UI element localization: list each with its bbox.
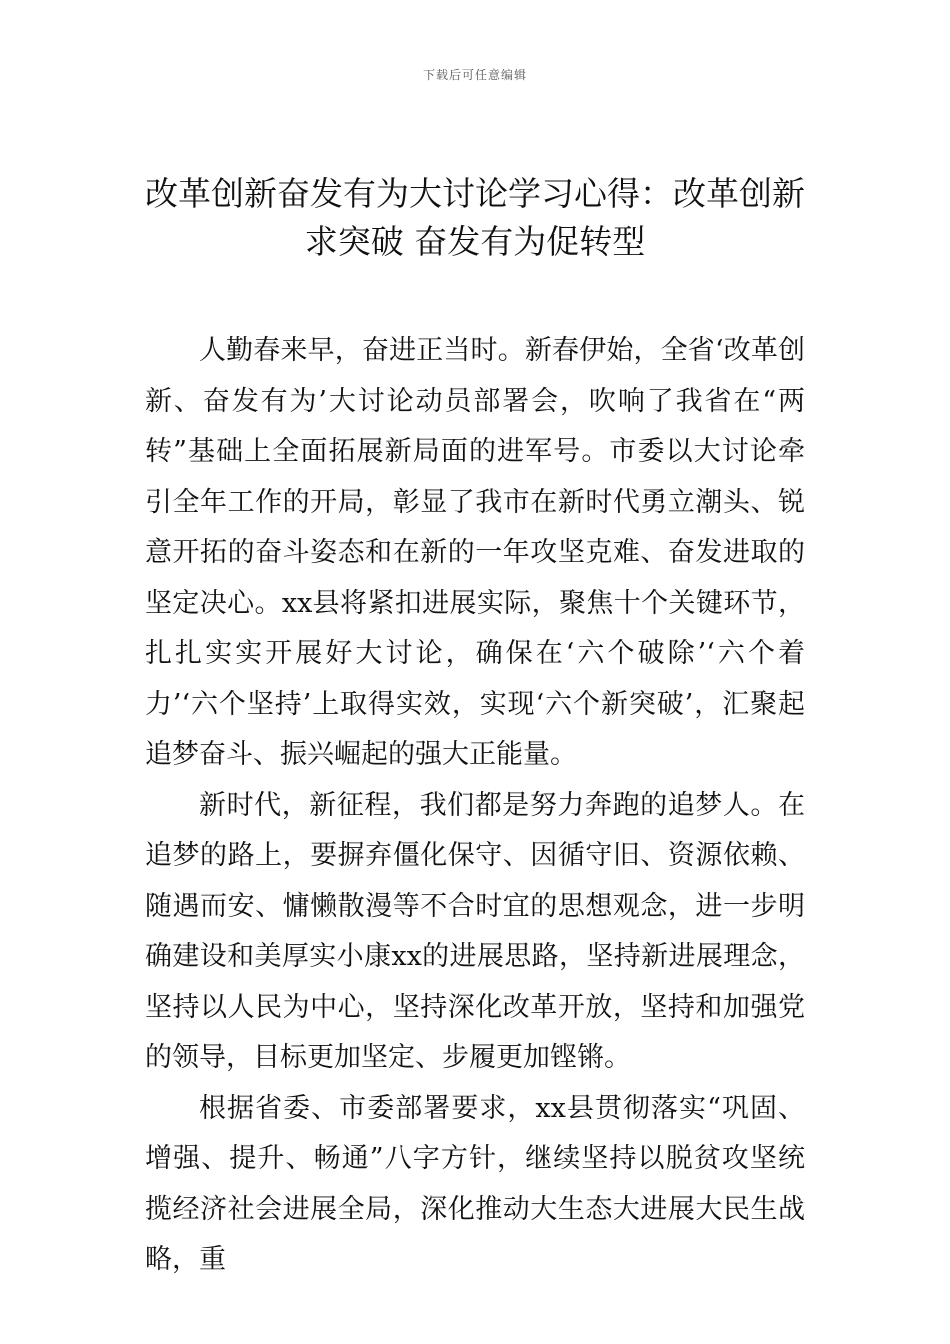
document-body bbox=[145, 326, 805, 1286]
paragraph-2: 新时代，新征程，我们都是努力奔跑的追梦人。在追梦的路上，要摒弃僵化保守、因循守旧、资源依赖、随遇而安、慵懒散漫等不合时宜的思想观念，进一步明确建设和美厚实小康xx的进展思路，坚持新进展理念，坚持以人民为中心，坚持深化改革开放，坚持和加强党的领导，目标更加坚定、步履更加铿锵。 bbox=[145, 789, 805, 1073]
document-title: 改革创新奋发有为大讨论学习心得：改革创新求突破 奋发有为促转型 bbox=[145, 174, 805, 261]
header-note: 下载后可任意编辑 bbox=[422, 68, 527, 82]
paragraph-1: 人勤春来早，奋进正当时。新春伊始，全省‘改革创新、奋发有为’大讨论动员部署会，吹响了我省在“两转”基础上全面拓展新局面的进军号。市委以大讨论牵引全年工作的开局，彰显了我市在新时代勇立潮头、锐意开拓的奋斗姿态和在新的一年攻坚克难、奋发进取的坚定决心。xx县将紧扣进展实际，聚焦十个关键环节，扎扎实实开展好大讨论，确保在‘六个破除’‘六个着力’‘六个坚持’上取得实效，实现‘六个新突破’，汇聚起追梦奋斗、振兴崛起的强大正能量。 bbox=[145, 335, 805, 770]
paragraph-3: 根据省委、市委部署要求，xx县贯彻落实“巩固、增强、提升、畅通”八字方针，继续坚持以脱贫攻坚统揽经济社会进展全局，深化推动大生态大进展大民生战略，重 bbox=[145, 1092, 805, 1275]
